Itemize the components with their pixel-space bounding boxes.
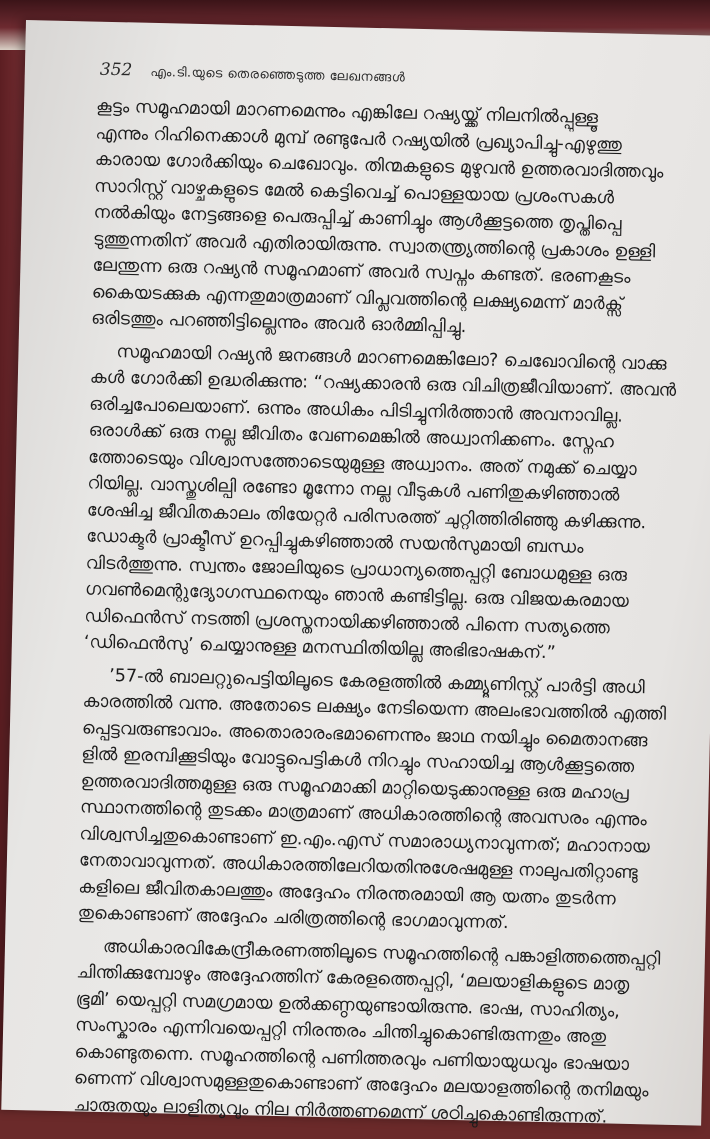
paragraph-3 <box>77 662 699 941</box>
text-line: ളിൽ ഇരമ്പിക്കൂടിയും വോട്ടുപെട്ടികൾ നിറച്ചും സഹായിച്ച ആൾക്കൂട്ടത്തെ <box>81 744 635 777</box>
paragraph-4 <box>73 933 693 1132</box>
text-line: ഒരാൾക്ക് ഒരു നല്ല ജീവിതം വേണമെങ്കിൽ അധ്വാനിക്കണം. സ്നേഹ <box>88 420 614 453</box>
text-line: ത്തോടെയും വിശ്വാസത്തോടെയുമുള്ള അധ്വാനം. അത് നമുക്ക് ചെയ്യാ <box>87 447 637 480</box>
text-line: നേതാവാവുന്നത്. അധികാരത്തിലേറിയതിനുശേഷമുള്ള നാലുപതിറ്റാണ്ടു <box>78 850 638 884</box>
text-line: ചാരുതയും ലാളിത്യവും നില നിർത്തണമെന്ന് ശഠിച്ചുകൊണ്ടിരുന്നത്. <box>73 1094 608 1127</box>
text-line: സമൂഹമായി റഷ്യൻ ജനങ്ങൾ മാറണമെങ്കിലോ? ചെഖോവിന്റെ വാക്കു <box>116 341 667 375</box>
page-number: 352 <box>99 59 133 81</box>
text-line: വിശ്വസിച്ചതുകൊണ്ടാണ് ഇ.എം.എസ് സമാരാധ്യനാവുന്നത്; മഹാനായ <box>79 823 650 857</box>
text-line: ‘ഡിഫെൻസു’ ചെയ്യാനുള്ള മനസ്ഥിതിയില്ല അഭിഭാഷകന്.” <box>83 632 556 664</box>
text-line: കൂട്ടം സമൂഹമായി മാറണമെന്നും എങ്കിലേ റഷ്യയ്ക്ക് നിലനിൽപ്പുള്ളൂ <box>95 96 599 129</box>
text-line: ഒരിച്ചപോലെയാണ്. ഒന്നും അധികം പിടിച്ചുനിർത്താൻ അവനാവില്ല. <box>89 394 624 427</box>
text-line: ഉത്തരവാദിത്തമുള്ള ഒരു സമൂഹമാക്കി മാറ്റിയെടുക്കാനുള്ള ഒരു മഹാപ്ര <box>80 770 629 804</box>
running-title: എം.ടി.യുടെ തെരഞ്ഞെടുത്ത ലേഖനങ്ങൾ <box>150 64 406 86</box>
paragraph-1 <box>91 94 710 346</box>
text-line: ണെന്ന് വിശ്വാസമുള്ളതുകൊണ്ടാണ് അദ്ദേഹം മലയാളത്തിന്റെ തനിമയും <box>73 1068 649 1102</box>
paragraph-2 <box>84 338 707 670</box>
text-line: നൽകിയും നേട്ടങ്ങളെ പെരുപ്പിച്ച് കാണിച്ചും ആൾക്കൂട്ടത്തെ തൃപ്തിപ്പെ <box>93 202 622 235</box>
text-line: ഡോക്ടർ പ്രാക്ടീസ് ഉറപ്പിച്ചുകഴിഞ്ഞാൽ സയൻസുമായി ബന്ധം <box>86 526 584 558</box>
text-line: സാറിസ്റ്റ് വാഴ്ചകളുടെ മേൽ കെട്ടിവെച്ച് പൊള്ളയായ പ്രശംസകൾ <box>94 176 615 208</box>
text-line: സംസ്കാരം എന്നിവയെപ്പറ്റി നിരന്തരം ചിന്തിച്ചുകൊണ്ടിരുന്നതും അതു <box>74 1015 607 1048</box>
text-line: കാരായ ഗോർക്കിയും ചെഖോവും. തിന്മകളുടെ മുഴുവൻ ഉത്തരവാദിത്തവും <box>94 149 664 183</box>
text-line: ടുത്തുന്നതിന് അവർ എതിരായിരുന്നു. സ്വാതന്ത്ര്യത്തിന്റെ പ്രകാശം ഉള്ളി <box>92 229 656 262</box>
text-line: കൾ ഗോർക്കി ഉദ്ധരിക്കുന്നു: “റഷ്യക്കാരൻ ഒരു വിചിത്രജീവിയാണ്. അവൻ <box>89 367 677 401</box>
text-line: എന്നും റിഹിനെക്കാൾ മുമ്പ് രണ്ടുപേർ റഷ്യയിൽ പ്രഖ്യാപിച്ചു-എഴുത്തു <box>95 123 623 156</box>
text-line: ഭൂമി’ യെപ്പറ്റി സമഗ്രമായ ഉൽക്കണ്ഠയുണ്ടായിരുന്നു. ഭാഷ, സാഹിത്യം, <box>75 988 621 1022</box>
text-line: ഗവൺമെന്റുദ്യോഗസ്ഥനെയും ഞാൻ കണ്ടിട്ടില്ല. ഒരു വിജയകരമായ <box>84 579 630 612</box>
text-line: തുകൊണ്ടാണ് അദ്ദേഹം ചരിത്രത്തിന്റെ ഭാഗമാവുന്നത്. <box>77 903 509 934</box>
text-line: അധികാരവികേന്ദ്രീകരണത്തിലൂടെ സമൂഹത്തിന്റെ പങ്കാളിത്തത്തെപ്പറ്റി <box>102 936 661 970</box>
text-line: റിയില്ല. വാസ്തുശില്പി രണ്ടോ മൂന്നോ നല്ല വീടുകൾ പണിതുകഴിഞ്ഞാൽ <box>87 473 620 506</box>
text-line: സ്ഥാനത്തിന്റെ തുടക്കം മാത്രമാണ് അധികാരത്തിന്റെ അവസരം എന്നും <box>79 797 647 831</box>
text-line: കൊണ്ടുതന്നെ. സമൂഹത്തിന്റെ പണിത്തരവും പണിയായുധവും ഭാഷയാ <box>74 1041 630 1075</box>
text-line: ചിന്തിക്കുമ്പോഴും അദ്ദേഹത്തിന് കേരളത്തെപ്പറ്റി, ‘മലയാളികളുടെ മാതൃ <box>76 962 630 995</box>
text-line: ’57-ൽ ബാലറ്റുപെട്ടിയിലൂടെ കേരളത്തിൽ കമ്മ്യൂണിസ്റ്റ് പാർട്ടി അധി <box>108 665 645 698</box>
book-page <box>1 20 710 1126</box>
text-line: ലേന്തുന്ന ഒരു റഷ്യൻ സമൂഹമാണ് അവർ സ്വപ്നം കണ്ടത്. ഭരണകൂടം <box>92 255 631 288</box>
text-line: ഡിഫെൻസ് നടത്തി പ്രശസ്തനായിക്കഴിഞ്ഞാൽ പിന്നെ സത്യത്തെ <box>84 605 611 638</box>
text-line: ശേഷിച്ച ജീവിതകാലം തിയേറ്റർ പരിസരത്ത് ചുറ്റിത്തിരിഞ്ഞു കഴിക്കുന്നു. <box>86 500 647 533</box>
text-line: പ്പെട്ടവരുണ്ടാവാം. അതൊരാരംഭമാണെന്നും ജാഥ നയിച്ചും മൈതാനങ്ങ <box>81 717 648 751</box>
text-line: കൈയടക്കുക എന്നതുമാത്രമാണ് വിപ്ലവത്തിന്റെ ലക്ഷ്യമെന്ന് മാർക്സ് <box>91 282 624 315</box>
text-line: വിടർത്തുന്നു. സ്വന്തം ജോലിയുടെ പ്രാധാന്യത്തെപ്പറ്റി ബോധമുള്ള ഒരു <box>85 552 628 586</box>
text-line: കാരത്തിൽ വന്നു. അതോടെ ലക്ഷ്യം നേടിയെന്ന അലംഭാവത്തിൽ എത്തി <box>82 691 667 725</box>
text-line: ഒരിടത്തും പറഞ്ഞിട്ടില്ലെന്നും അവർ ഓർമ്മിപ്പിച്ചു. <box>91 308 467 338</box>
text-line: കളിലെ ജീവിതകാലത്തും അദ്ദേഹം നിരന്തരമായി ആ യത്നം തുടർന്ന <box>78 876 616 910</box>
page-body <box>73 94 710 1139</box>
